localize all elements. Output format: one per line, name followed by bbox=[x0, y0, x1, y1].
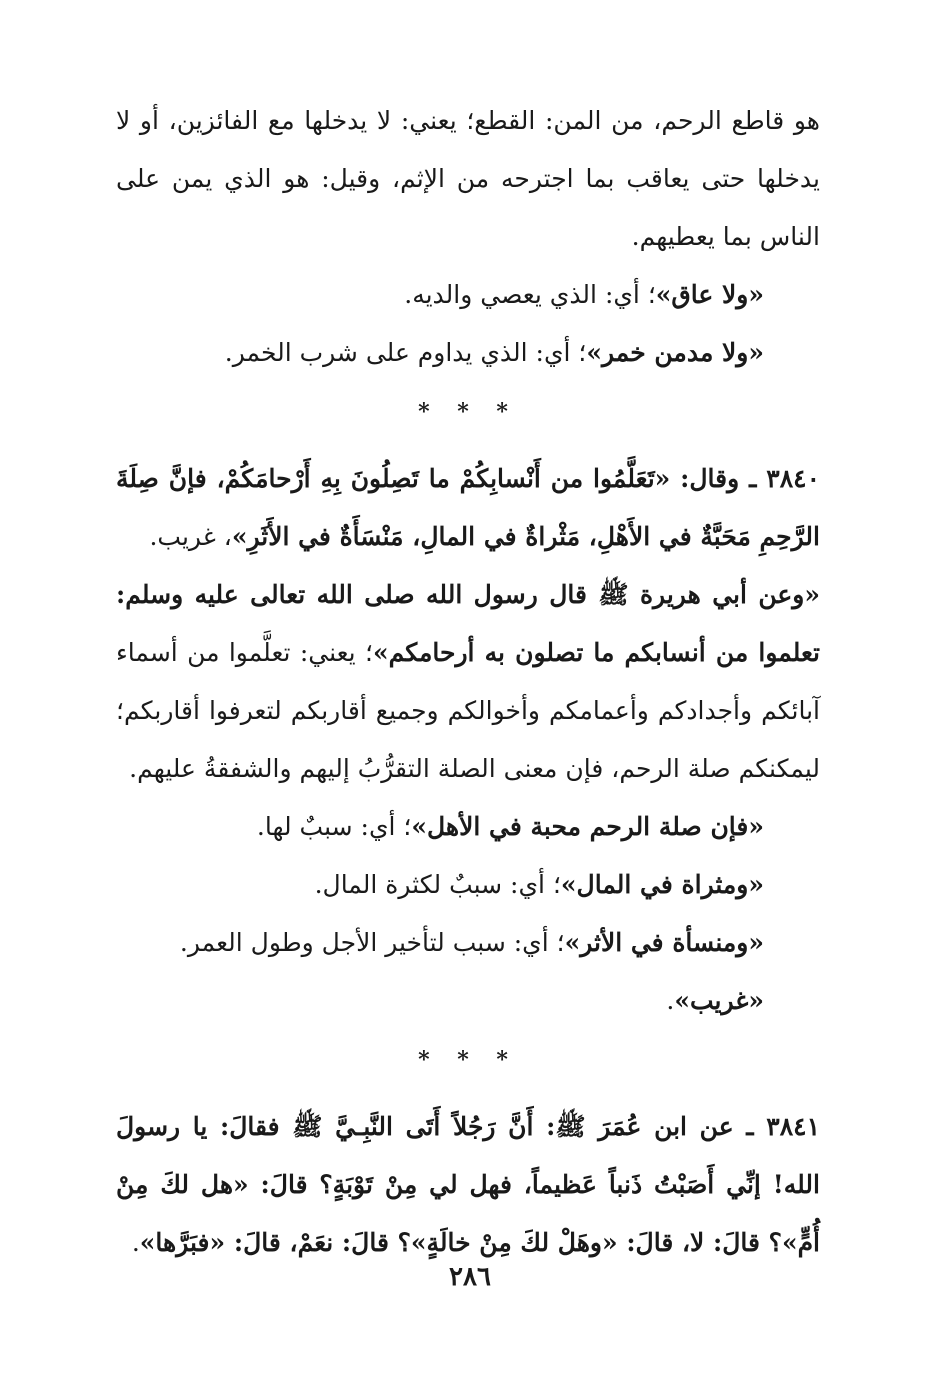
page-number: ٢٨٦ bbox=[449, 1262, 491, 1292]
hadith-3841-text: ٣٨٤١ ـ عن ابن عُمَرَ ﷺ: أَنَّ رَجُلاً أَتَى النَّبِـيَّ ﷺ فقالَ: يا رسولَ الله! إنِّي أَصَبْتُ ذَنباً عَظيماً، فهل لي مِنْ تَوْبَةٍ؟ قالَ: «هل لكَ مِنْ أُمٍّ»؟ قالَ: لا، قالَ: «وهَلْ لكَ مِنْ خالَةٍ»؟ قالَ: نعَمْ، قالَ: «فبَرَّها» bbox=[116, 1112, 820, 1257]
page-body bbox=[116, 92, 820, 1272]
quote-mansaat: «ومنسأة في الأثر» bbox=[564, 928, 764, 957]
quote-abu-hurayra: «وعن أبي هريرة ﷺ قال رسول الله صلى الله تعالى عليه وسلم: تعلموا من أنسابكم ما تصلون به أرحامكم» bbox=[116, 580, 820, 667]
quote-wala-aaq: «ولا عاق» bbox=[655, 280, 764, 309]
gloss-mudmin-khamr: ؛ أي: الذي يداوم على شرب الخمر. bbox=[224, 338, 587, 367]
paragraph-silat-rahim bbox=[116, 798, 820, 856]
gloss-mathrat: ؛ أي: سببٌ لكثرة المال. bbox=[314, 870, 561, 899]
quote-gharib: «غريب» bbox=[674, 986, 764, 1015]
quote-mudmin-khamr: «ولا مدمن خمر» bbox=[586, 338, 764, 367]
paragraph-mudmin-khamr bbox=[116, 324, 820, 382]
paragraph-wala-aaq bbox=[116, 266, 820, 324]
quote-mathrat: «ومثراة في المال» bbox=[560, 870, 764, 899]
hadith-3840-text: ٣٨٤٠ ـ وقال: «تَعَلَّمُوا من أَنْسابِكُمْ ما تَصِلُونَ بِهِ أَرْحامَكُمْ، فإنَّ صِلَةَ الرَّحِمِ مَحَبَّةٌ في الأَهْلِ، مَثْراةٌ في المالِ، مَنْسَأَةٌ في الأَثَرِ» bbox=[116, 464, 820, 551]
hadith-3841 bbox=[116, 1098, 820, 1272]
quote-silat-rahim: «فإن صلة الرحم محبة في الأهل» bbox=[411, 812, 764, 841]
hadith-3840-grade: ، غريب. bbox=[149, 522, 232, 551]
section-separator: * * * bbox=[418, 399, 518, 425]
hadith-3840 bbox=[116, 450, 820, 566]
paragraph-abu-hurayra bbox=[116, 566, 820, 798]
paragraph-explanation-qati: هو قاطع الرحم، من المن: القطع؛ يعني: لا يدخلها مع الفائزين، أو لا يدخلها حتى يعاقب بما اجترحه من الإثم، وقيل: هو الذي يمن على الناس بما يعطيهم. bbox=[116, 106, 820, 251]
gloss-gharib: . bbox=[666, 986, 675, 1015]
gloss-wala-aaq: ؛ أي: الذي يعصي والديه. bbox=[404, 280, 656, 309]
section-separator: * * * bbox=[418, 1047, 518, 1073]
gloss-abu-hurayra: ؛ يعني: تعلَّموا من أسماء آبائكم وأجدادكم وأعمامكم وأخوالكم وجميع أقاربكم لتعرفوا أقاربكم؛ ليمكنكم صلة الرحم، فإن معنى الصلة التقرُّبُ إليهم والشفقةُ عليهم. bbox=[116, 638, 820, 783]
paragraph-gharib bbox=[116, 972, 820, 1030]
paragraph-mathrat bbox=[116, 856, 820, 914]
gloss-mansaat: ؛ أي: سبب لتأخير الأجل وطول العمر. bbox=[179, 928, 565, 957]
hadith-3841-end: . bbox=[131, 1228, 140, 1257]
paragraph-mansaat bbox=[116, 914, 820, 972]
gloss-silat-rahim: ؛ أي: سببٌ لها. bbox=[256, 812, 412, 841]
